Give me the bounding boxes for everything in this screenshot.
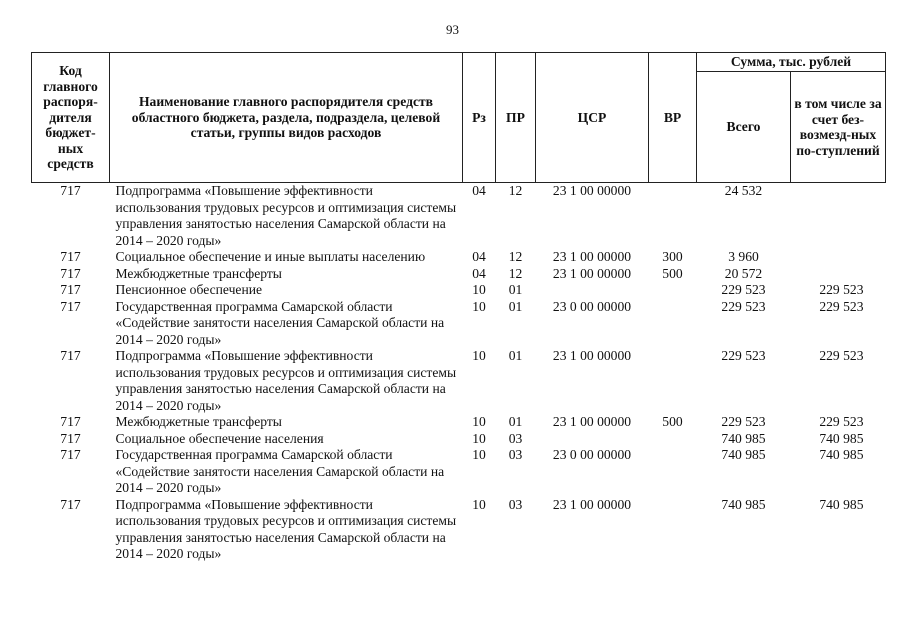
cell-total: 24 532 <box>724 183 763 198</box>
cell-pr: 03 <box>508 496 523 512</box>
cell-csr: 23 1 00 00000 <box>552 414 632 429</box>
cell-total: 229 523 <box>721 282 766 297</box>
cell-code: 717 <box>60 414 81 429</box>
header-code: Код главного распоря-дителя бюджет-ных средств <box>32 53 110 183</box>
cell-csr <box>536 282 649 299</box>
cell-rz: 10 <box>472 447 486 462</box>
table-row <box>32 414 886 431</box>
cell-free: 740 985 <box>819 496 864 512</box>
cell-free: 740 985 <box>819 447 864 462</box>
cell-name: Межбюджетные трансферты <box>115 414 282 429</box>
cell-csr: 23 1 00 00000 <box>552 249 632 264</box>
cell-free: 229 523 <box>819 414 864 429</box>
cell-rz: 04 <box>472 249 486 264</box>
header-name: Наименование главного распорядителя средств областного бюджета, раздела, подраздела, целевой статьи, группы видов расходов <box>110 53 463 183</box>
cell-pr: 01 <box>508 414 523 429</box>
cell-free: 740 985 <box>819 430 864 446</box>
cell-name: Государственная программа Самарской области «Содействие занятости населения Самарской области на 2014 – 2020 годы» <box>115 447 445 495</box>
cell-pr: 01 <box>508 282 523 297</box>
cell-pr: 12 <box>508 183 523 198</box>
cell-csr: 23 1 00 00000 <box>552 265 632 281</box>
page-number: 93 <box>446 22 459 37</box>
cell-vr <box>649 183 697 250</box>
cell-pr: 01 <box>508 298 523 314</box>
cell-rz: 10 <box>472 282 486 297</box>
table-row <box>32 431 886 448</box>
header-csr: ЦСР <box>536 53 649 183</box>
cell-rz: 10 <box>472 414 486 429</box>
cell-vr <box>649 299 697 349</box>
cell-rz: 04 <box>472 183 486 198</box>
cell-csr: 23 1 00 00000 <box>552 348 632 363</box>
cell-rz: 10 <box>472 348 486 363</box>
cell-vr <box>649 447 697 497</box>
cell-vr <box>649 282 697 299</box>
cell-free: 229 523 <box>819 298 864 314</box>
cell-pr: 12 <box>508 249 523 264</box>
cell-free <box>791 183 886 250</box>
cell-vr: 500 <box>662 414 683 429</box>
cell-free <box>791 266 886 283</box>
cell-name: Подпрограмма «Повышение эффективности использования трудовых ресурсов и оптимизация системы управления занятостью населения Самарской области на 2014 – 2020 годы» <box>115 496 457 561</box>
cell-free <box>791 249 886 266</box>
cell-code: 717 <box>60 430 81 446</box>
cell-free: 229 523 <box>819 282 864 297</box>
table-row <box>32 266 886 283</box>
cell-code: 717 <box>60 447 81 462</box>
cell-csr: 23 0 00 00000 <box>552 298 632 314</box>
table-header <box>32 53 886 183</box>
cell-rz: 10 <box>472 298 486 314</box>
cell-pr: 03 <box>508 430 523 446</box>
cell-total: 740 985 <box>721 447 766 462</box>
cell-rz: 10 <box>472 430 486 446</box>
cell-name: Подпрограмма «Повышение эффективности использования трудовых ресурсов и оптимизация системы управления занятостью населения Самарской области на 2014 – 2020 годы» <box>115 348 457 413</box>
table-row <box>32 183 886 250</box>
cell-free: 229 523 <box>819 348 864 363</box>
table-body <box>32 183 886 563</box>
cell-name: Подпрограмма «Повышение эффективности использования трудовых ресурсов и оптимизация системы управления занятостью населения Самарской области на 2014 – 2020 годы» <box>115 183 457 248</box>
cell-total: 740 985 <box>721 496 766 512</box>
cell-rz: 10 <box>472 496 486 512</box>
cell-csr: 23 1 00 00000 <box>552 183 632 198</box>
cell-total: 740 985 <box>721 430 766 446</box>
cell-csr: 23 1 00 00000 <box>552 496 632 512</box>
cell-code: 717 <box>60 249 81 264</box>
cell-code: 717 <box>60 496 81 512</box>
header-pr: ПР <box>496 53 536 183</box>
cell-code: 717 <box>60 298 81 314</box>
cell-total: 3 960 <box>728 249 759 264</box>
cell-code: 717 <box>60 265 81 281</box>
cell-pr: 03 <box>508 447 523 462</box>
table-row <box>32 348 886 414</box>
cell-total: 229 523 <box>721 298 766 314</box>
cell-total: 229 523 <box>721 348 766 363</box>
cell-total: 20 572 <box>724 265 763 281</box>
cell-vr: 500 <box>662 265 683 281</box>
cell-name: Социальное обеспечение и иные выплаты населению <box>115 249 426 264</box>
cell-vr <box>649 348 697 414</box>
cell-rz: 04 <box>472 265 486 281</box>
cell-code: 717 <box>60 183 81 198</box>
header-sum: Сумма, тыс. рублей <box>697 53 886 72</box>
cell-code: 717 <box>60 282 81 297</box>
table-row <box>32 299 886 349</box>
cell-vr: 300 <box>662 249 683 264</box>
cell-csr <box>536 431 649 448</box>
header-total: Всего <box>697 72 791 183</box>
cell-total: 229 523 <box>721 414 766 429</box>
header-vr: ВР <box>649 53 697 183</box>
cell-name: Социальное обеспечение населения <box>115 430 324 446</box>
table-row <box>32 282 886 299</box>
table-row <box>32 447 886 497</box>
table-row <box>32 497 886 563</box>
cell-name: Пенсионное обеспечение <box>115 282 263 297</box>
cell-vr <box>649 497 697 563</box>
cell-name: Государственная программа Самарской области «Содействие занятости населения Самарской области на 2014 – 2020 годы» <box>115 298 445 347</box>
cell-code: 717 <box>60 348 81 363</box>
header-rz: Рз <box>463 53 496 183</box>
cell-vr <box>649 431 697 448</box>
cell-csr: 23 0 00 00000 <box>552 447 632 462</box>
cell-pr: 01 <box>508 348 523 363</box>
cell-name: Межбюджетные трансферты <box>115 265 282 281</box>
budget-table <box>31 52 886 563</box>
table-row <box>32 249 886 266</box>
header-free: в том числе за счет без-возмезд-ных по-ступлений <box>791 72 886 183</box>
cell-pr: 12 <box>508 265 523 281</box>
